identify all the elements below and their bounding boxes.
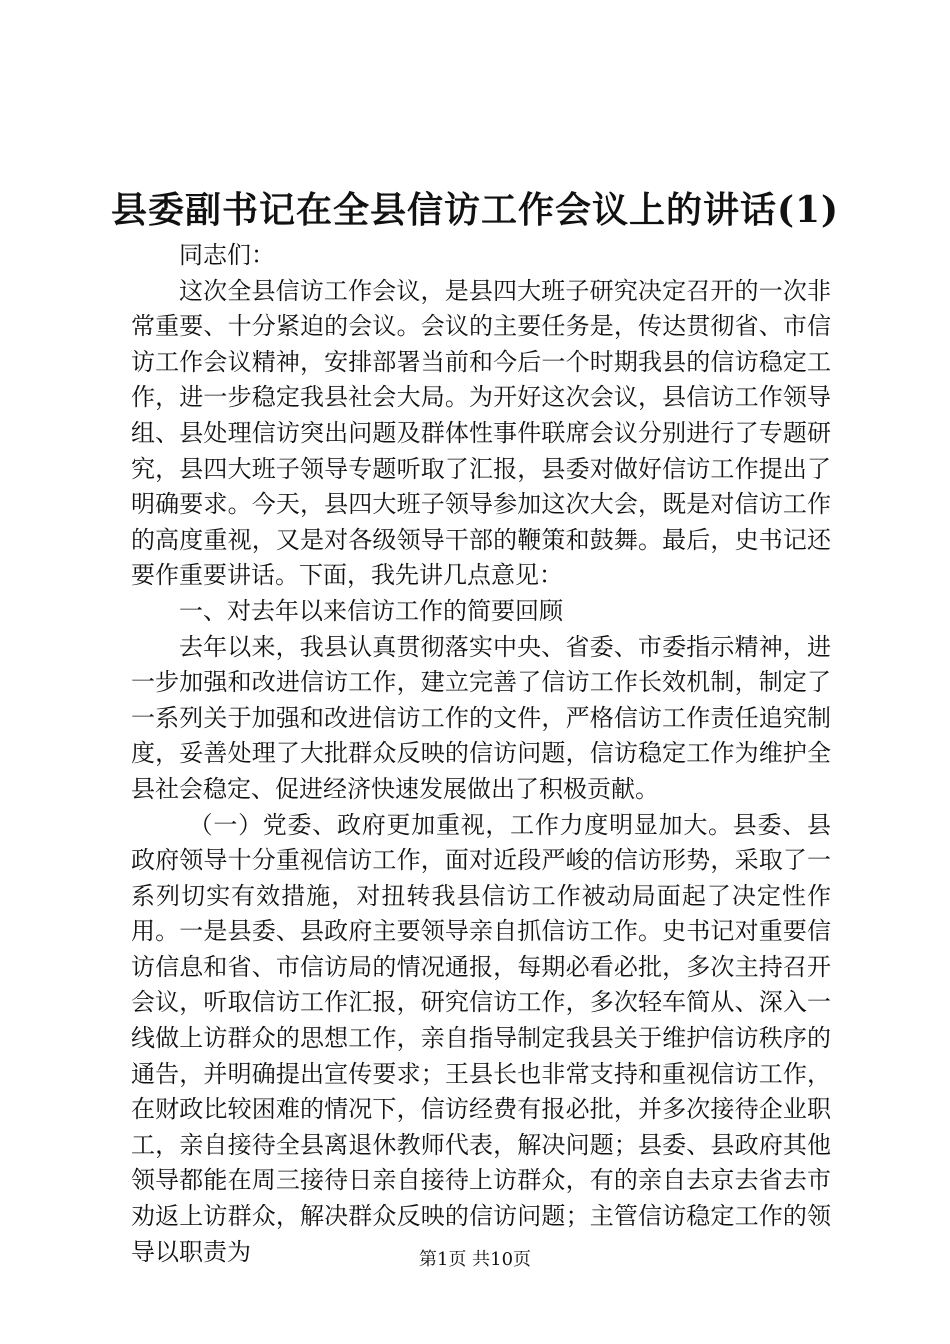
document-title: 县委副书记在全县信访工作会议上的讲话(1) — [110, 189, 840, 231]
document-body — [131, 238, 831, 1270]
page-footer: 第1页 共10页 — [418, 1249, 532, 1270]
review-paragraph: 去年以来，我县认真贯彻落实中央、省委、市委指示精神，进一步加强和改进信访工作，建立完善了信访工作长效机制，制定了一系列关于加强和改进信访工作的文件，严格信访工作责任追究制度，妥善处理了大批群众反映的信访问题，信访稳定工作为维护全县社会稳定、促进经济快速发展做出了积极贡献。 — [131, 632, 831, 803]
greeting-paragraph: 同志们： — [179, 241, 275, 269]
section-heading: 一、对去年以来信访工作的简要回顾 — [179, 596, 563, 625]
sub-item-paragraph: （一）党委、政府更加重视，工作力度明显加大。县委、县政府领导十分重视信访工作，面对近段严峻的信访形势，采取了一系列切实有效措施，对扭转我县信访工作被动局面起了决定性作用。一是县委、县政府主要领导亲自抓信访工作。史书记对重要信访信息和省、市信访局的情况通报，每期必看必批，多次主持召开会议，听取信访工作汇报，研究信访工作，多次轻车简从、深入一线做上访群众的思想工作，亲自指导制定我县关于维护信访秩序的通告，并明确提出宣传要求；王县长也非常支持和重视信访工作，在财政比较困难的情况下，信访经费有报必批，并多次接待企业职工，亲自接待全县离退休教师代表，解决问题；县委、县政府其他领导都能在周三接待日亲自接待上访群众，有的亲自去京去省去市劝返上访群众，解决群众反映的信访问题；主管信访稳定工作的领导以职责为 — [131, 810, 831, 1266]
intro-paragraph: 这次全县信访工作会议，是县四大班子研究决定召开的一次非常重要、十分紧迫的会议。会议的主要任务是，传达贯彻省、市信访工作会议精神，安排部署当前和今后一个时期我县的信访稳定工作，进一步稳定我县社会大局。为开好这次会议，县信访工作领导组、县处理信访突出问题及群体性事件联席会议分别进行了专题研究，县四大班子领导专题听取了汇报，县委对做好信访工作提出了明确要求。今天，县四大班子领导参加这次大会，既是对信访工作的高度重视，又是对各级领导干部的鞭策和鼓舞。最后，史书记还要作重要讲话。下面，我先讲几点意见： — [131, 276, 831, 590]
